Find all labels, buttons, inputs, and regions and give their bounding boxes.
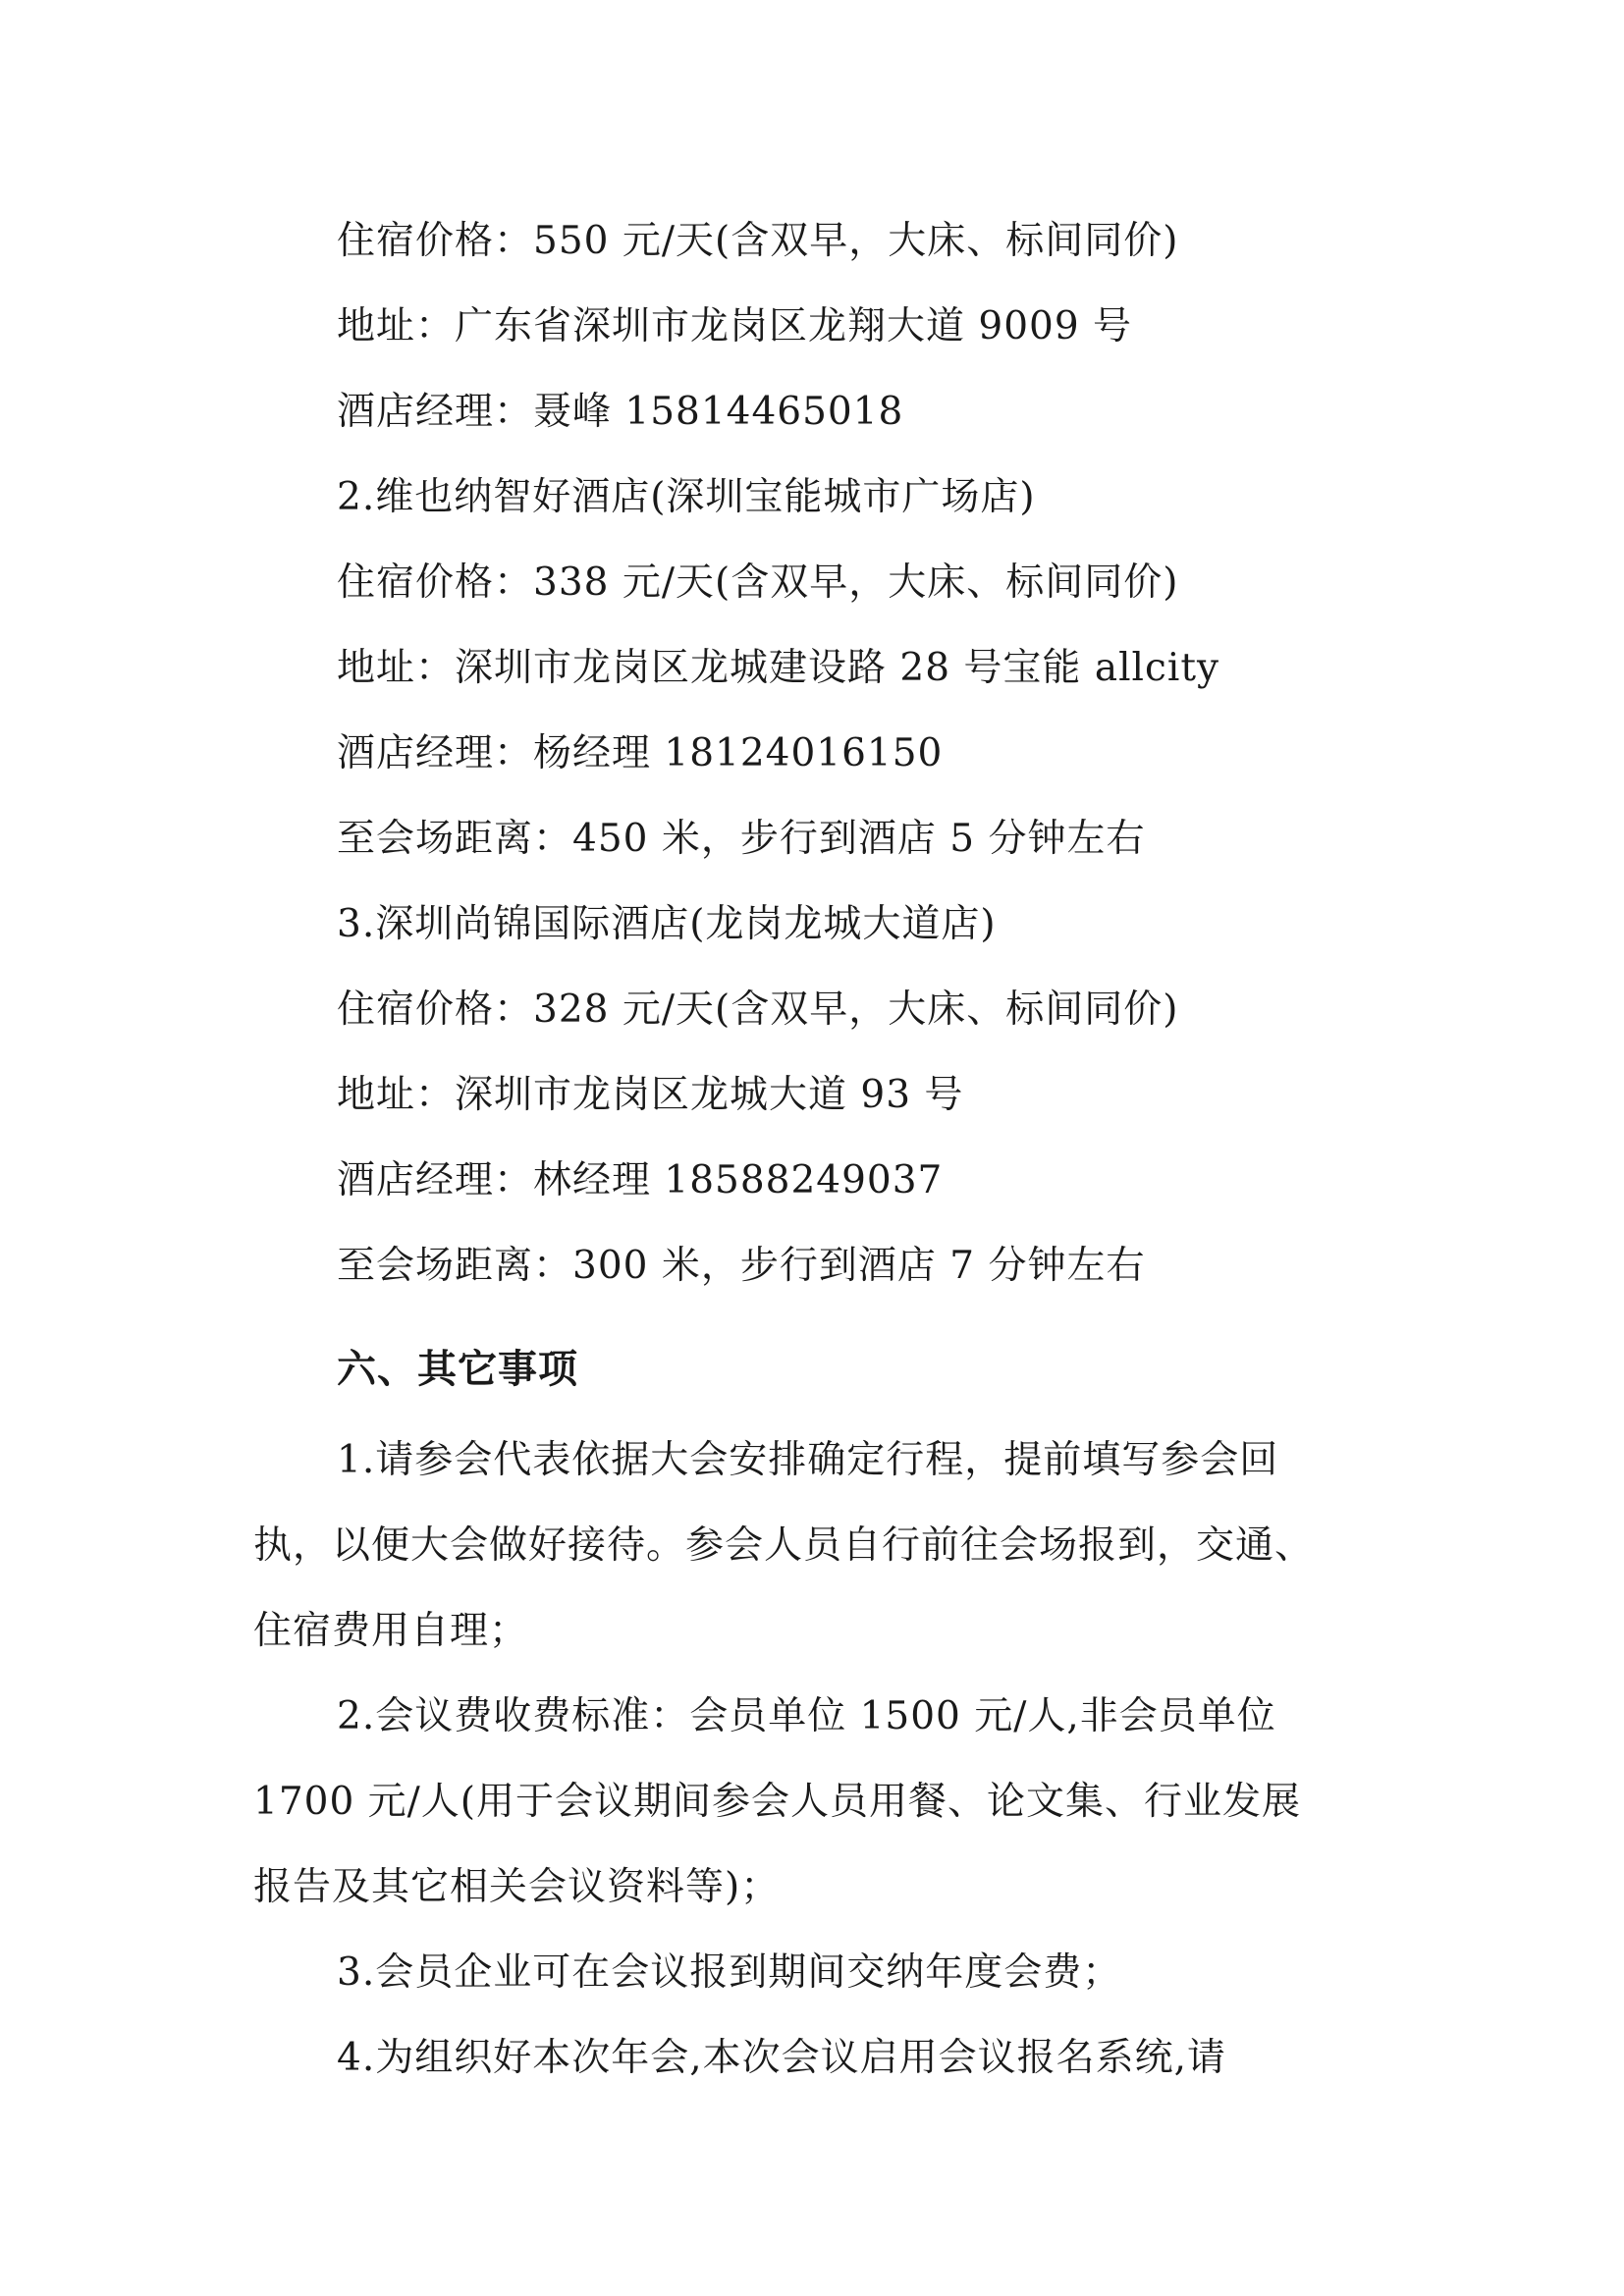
item-3: 3.会员企业可在会议报到期间交纳年度会费； [337,1950,1122,1995]
hotel-2-distance: 至会场距离：450 米，步行到酒店 5 分钟左右 [337,817,1146,861]
hotel-1-manager: 酒店经理：聂峰 15814465018 [337,390,904,434]
item-1-line-3: 住宿费用自理； [253,1609,529,1653]
item-2-line-3: 报告及其它相关会议资料等)； [253,1865,781,1909]
item-2-line-2: 1700 元/人(用于会议期间参会人员用餐、论文集、行业发展 [253,1780,1302,1824]
hotel-3-price: 住宿价格：328 元/天(含双早，大床、标间同价) [337,988,1179,1032]
item-2-line-1: 2.会议费收费标准：会员单位 1500 元/人,非会员单位 [337,1694,1276,1738]
hotel-3-manager: 酒店经理：林经理 18588249037 [337,1158,944,1202]
hotel-3-distance: 至会场距离：300 米，步行到酒店 7 分钟左右 [337,1244,1146,1288]
hotel-2-price: 住宿价格：338 元/天(含双早，大床、标间同价) [337,561,1179,605]
hotel-2-name: 2.维也纳智好酒店(深圳宝能城市广场店) [337,475,1036,519]
section-heading: 六、其它事项 [337,1347,578,1392]
hotel-1-address: 地址：广东省深圳市龙岗区龙翔大道 9009 号 [337,304,1133,348]
item-4-line-1: 4.为组织好本次年会,本次会议启用会议报名系统,请 [337,2036,1227,2080]
hotel-2-address: 地址：深圳市龙岗区龙城建设路 28 号宝能 allcity [337,646,1220,690]
hotel-2-manager: 酒店经理：杨经理 18124016150 [337,731,944,775]
hotel-3-name: 3.深圳尚锦国际酒店(龙岗龙城大道店) [337,902,997,946]
item-1-line-1: 1.请参会代表依据大会安排确定行程，提前填写参会回 [337,1438,1279,1482]
item-1-line-2: 执，以便大会做好接待。参会人员自行前往会场报到，交通、 [253,1523,1315,1568]
hotel-3-address: 地址：深圳市龙岗区龙城大道 93 号 [337,1073,964,1117]
hotel-1-price: 住宿价格：550 元/天(含双早，大床、标间同价) [337,219,1179,263]
